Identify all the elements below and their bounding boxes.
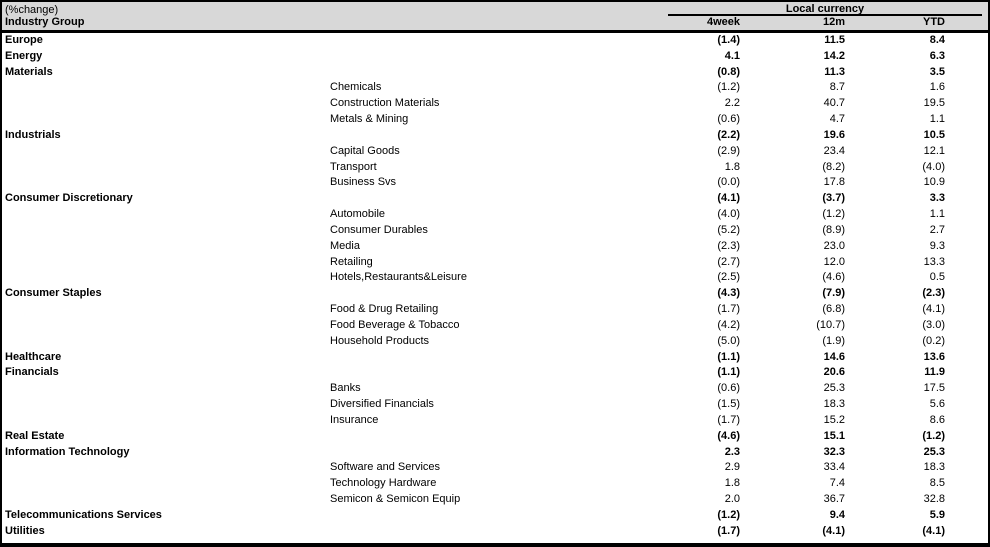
value-4week: (1.7) [717,303,740,316]
value-ytd: 11.9 [924,366,945,379]
sub-industry-label: Retailing [330,255,373,268]
table-row [2,80,988,96]
value-4week: (0.8) [717,65,740,78]
industry-group-label: Europe [5,34,43,46]
value-4week: (0.0) [717,176,740,189]
value-12m: 12.0 [823,255,845,268]
sub-industry-label [328,191,668,207]
table-row [2,476,988,492]
value-12m: (7.9) [822,287,845,300]
industry-group-label: Financials [5,366,59,379]
industry-group-label: Real Estate [5,429,65,442]
value-4week: (2.9) [717,144,740,157]
value-ytd: 17.5 [923,382,945,395]
industry-group-label [2,476,328,492]
value-12m: 7.4 [829,477,845,490]
value-ytd: 8.4 [929,34,945,46]
value-4week: (2.2) [717,128,740,141]
value-12m: (10.7) [816,318,845,331]
table-row [2,239,988,255]
value-4week: 2.0 [724,493,740,506]
value-4week: (1.1) [717,350,740,363]
table-header [2,2,988,33]
industry-group-label [2,96,328,112]
value-ytd: 9.3 [929,239,945,252]
sub-industry-label: Food & Drug Retailing [330,303,439,316]
value-12m: 32.3 [823,445,845,458]
table-row [2,413,988,429]
table-row [2,429,988,445]
value-4week: 1.8 [724,477,740,490]
sub-industry-label [328,445,668,461]
value-12m: 15.1 [823,429,845,442]
value-ytd: 2.7 [929,223,945,236]
value-12m: 33.4 [823,461,845,474]
value-4week: (1.5) [717,398,740,411]
industry-group-label: Consumer Staples [5,287,102,300]
value-ytd: (2.3) [922,287,945,300]
value-12m: (1.2) [822,208,845,221]
value-12m: 14.6 [823,350,845,363]
value-12m: (3.7) [822,192,845,205]
value-4week: (4.6) [717,429,740,442]
table-row [2,175,988,191]
value-12m: (6.8) [822,303,845,316]
sub-industry-label: Food Beverage & Tobacco [330,318,460,331]
value-4week: (4.2) [717,318,740,331]
value-4week: 2.3 [724,445,740,458]
value-ytd: 5.6 [929,398,945,411]
industry-group-label [2,318,328,334]
table-row [2,33,988,49]
value-12m: 23.0 [823,239,845,252]
value-12m: 11.3 [824,65,845,78]
sub-industry-label: Diversified Financials [330,398,434,411]
table-row [2,318,988,334]
value-12m: 36.7 [823,493,845,506]
value-ytd: (3.0) [922,318,945,331]
sub-industry-label [328,33,668,49]
value-ytd: 0.5 [929,271,945,284]
industry-group-header: Industry Group [5,16,85,28]
value-4week: (1.1) [717,366,740,379]
value-ytd: 6.3 [929,49,945,62]
value-4week: 1.8 [724,160,740,173]
table-row [2,223,988,239]
table-row [2,128,988,144]
value-ytd: (0.2) [922,334,945,347]
table-row [2,508,988,524]
value-4week: (2.3) [717,239,740,252]
industry-group-label: Information Technology [5,445,130,458]
value-ytd: 1.1 [929,113,945,126]
industry-group-label [2,302,328,318]
industry-group-label [2,334,328,350]
value-4week: (1.7) [717,413,740,426]
value-ytd: 8.5 [929,477,945,490]
value-ytd: 1.1 [929,208,945,221]
industry-group-label: Energy [5,49,43,62]
sub-industry-label: Transport [330,160,377,173]
value-12m: 19.6 [823,128,845,141]
industry-group-label: Consumer Discretionary [5,192,133,205]
industry-group-label [2,207,328,223]
value-ytd: 3.3 [929,192,945,205]
table-row [2,350,988,366]
table-row [2,207,988,223]
sub-industry-label: Insurance [330,413,379,426]
value-4week: (2.5) [717,271,740,284]
value-ytd: 13.6 [923,350,945,363]
table-row [2,65,988,81]
sub-industry-label [328,524,668,540]
column-header-12m: 12m [822,16,845,28]
sub-industry-label [328,350,668,366]
table-row [2,302,988,318]
value-ytd: 8.6 [929,413,945,426]
value-4week: 2.2 [724,97,740,110]
sub-industry-label [328,429,668,445]
industry-group-label [2,80,328,96]
value-12m: (8.9) [822,223,845,236]
value-12m: 11.5 [824,34,845,46]
sub-industry-label: Construction Materials [330,97,440,110]
value-4week: (0.6) [717,113,740,126]
table-row [2,445,988,461]
table-row [2,112,988,128]
industry-group-label [2,270,328,286]
sub-industry-label: Capital Goods [330,144,400,157]
industry-group-label: Materials [5,65,53,78]
sub-industry-label: Metals & Mining [330,113,409,126]
column-header-ytd: YTD [923,16,945,28]
value-ytd: 12.1 [923,144,945,157]
sub-industry-label: Technology Hardware [330,477,437,490]
table-row [2,255,988,271]
table-row [2,397,988,413]
table-row [2,460,988,476]
industry-group-label: Healthcare [5,350,62,363]
table-row [2,270,988,286]
value-4week: (1.2) [717,508,740,521]
value-4week: (1.4) [717,34,740,46]
sub-industry-label: Hotels,Restaurants&Leisure [330,271,467,284]
industry-group-label [2,381,328,397]
value-12m: 8.7 [829,81,845,94]
value-ytd: (1.2) [922,429,945,442]
sub-industry-label [328,508,668,524]
value-12m: (4.6) [822,271,845,284]
industry-group-label [2,255,328,271]
value-ytd: (4.0) [922,160,945,173]
value-ytd: 10.5 [923,128,945,141]
value-ytd: (4.1) [922,303,945,316]
value-4week: (1.7) [717,524,740,537]
sub-industry-label: Chemicals [330,81,382,94]
value-12m: 15.2 [823,413,845,426]
sub-industry-label: Consumer Durables [330,223,428,236]
value-4week: (1.2) [717,81,740,94]
sub-industry-label: Banks [330,382,361,395]
table-row [2,191,988,207]
value-4week: 2.9 [724,461,740,474]
sub-industry-label [328,286,668,302]
table-row [2,144,988,160]
industry-group-label [2,175,328,191]
table-row [2,49,988,65]
sub-industry-label: Media [330,239,360,252]
column-header-4week: 4week [706,16,740,28]
value-4week: (4.3) [717,287,740,300]
sub-industry-label: Automobile [330,208,386,221]
industry-group-label [2,413,328,429]
value-ytd: 18.3 [923,461,945,474]
table-row [2,365,988,381]
industry-group-label: Industrials [5,128,61,141]
value-12m: 40.7 [823,97,845,110]
value-12m: 25.3 [823,382,845,395]
industry-group-label: Utilities [5,524,45,537]
industry-group-label [2,223,328,239]
value-4week: 4.1 [724,49,740,62]
value-ytd: 25.3 [923,445,945,458]
value-ytd: (4.1) [922,524,945,537]
value-ytd: 3.5 [929,65,945,78]
table-row [2,492,988,508]
sub-industry-label [328,65,668,81]
table-row [2,160,988,176]
value-ytd: 5.9 [929,508,945,521]
industry-group-label [2,397,328,413]
value-12m: (1.9) [822,334,845,347]
value-4week: (2.7) [717,255,740,268]
value-ytd: 13.3 [923,255,945,268]
table-row [2,524,988,540]
percent-change-label: (%change) [5,4,59,16]
local-currency-header: Local currency [668,2,982,16]
table-row [2,286,988,302]
industry-group-label [2,492,328,508]
table-row [2,334,988,350]
value-ytd: 32.8 [923,493,945,506]
sub-industry-label: Semicon & Semicon Equip [330,493,461,506]
industry-group-label [2,144,328,160]
value-12m: (8.2) [822,160,845,173]
value-12m: 17.8 [823,176,845,189]
table-body [2,33,988,540]
value-4week: (4.1) [717,192,740,205]
value-12m: 14.2 [823,49,845,62]
value-12m: 9.4 [829,508,845,521]
value-ytd: 1.6 [929,81,945,94]
industry-group-label [2,460,328,476]
value-12m: 23.4 [823,144,845,157]
industry-group-label [2,239,328,255]
value-ytd: 19.5 [923,97,945,110]
sub-industry-label: Household Products [330,334,430,347]
value-4week: (5.2) [717,223,740,236]
value-12m: (4.1) [822,524,845,537]
sub-industry-label [328,49,668,65]
value-12m: 4.7 [829,113,845,126]
sub-industry-label [328,128,668,144]
value-4week: (4.0) [717,208,740,221]
table-row [2,381,988,397]
sub-industry-label: Software and Services [330,461,441,474]
sub-industry-label: Business Svs [330,176,397,189]
sub-industry-label [328,365,668,381]
value-12m: 20.6 [823,366,845,379]
industry-group-label [2,112,328,128]
value-ytd: 10.9 [923,176,945,189]
value-12m: 18.3 [823,398,845,411]
industry-group-label: Telecommunications Services [5,508,162,521]
industry-group-label [2,160,328,176]
value-4week: (0.6) [717,382,740,395]
value-4week: (5.0) [717,334,740,347]
table-row [2,96,988,112]
